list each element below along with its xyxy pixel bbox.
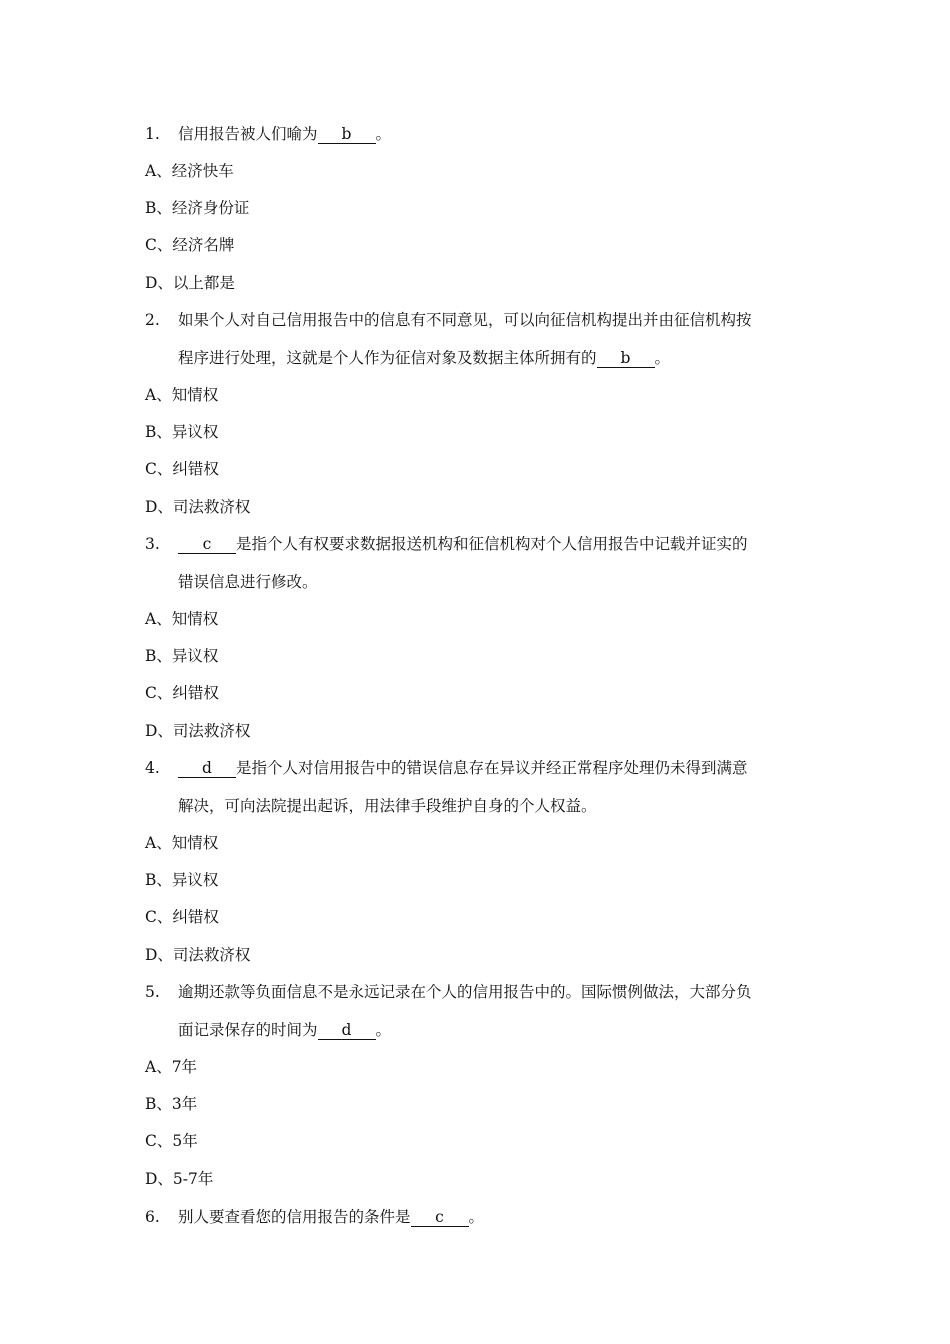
answer-blank: c	[411, 1208, 469, 1227]
option-c	[0, 680, 950, 706]
option-b	[0, 867, 950, 893]
question-tail: 。	[468, 1208, 485, 1226]
option-text: C、纠错权	[145, 460, 219, 478]
question-3	[0, 531, 950, 557]
option-text: D、司法救济权	[145, 498, 251, 516]
question-text	[178, 1204, 484, 1230]
option-d	[0, 494, 950, 520]
question-3-continuation	[0, 569, 950, 595]
option-d	[0, 718, 950, 744]
question-tail: 是指个人对信用报告中的错误信息存在异议并经正常程序处理仍未得到满意	[236, 759, 748, 777]
question-tail: 是指个人有权要求数据报送机构和征信机构对个人信用报告中记载并证实的	[236, 535, 748, 553]
option-text: D、5-7年	[145, 1170, 214, 1188]
question-tail: 。	[375, 125, 392, 143]
option-a	[0, 158, 950, 184]
option-text: A、经济快车	[145, 162, 234, 180]
option-c	[0, 904, 950, 930]
option-a	[0, 606, 950, 632]
option-b	[0, 1091, 950, 1117]
question-number: 5.	[145, 983, 160, 1001]
question-stem: 信用报告被人们喻为	[178, 125, 318, 143]
option-b	[0, 419, 950, 445]
option-text: A、知情权	[145, 834, 219, 852]
question-5	[0, 979, 950, 1005]
question-text: 如果个人对自己信用报告中的信息有不同意见，可以向征信机构提出并由征信机构按	[178, 311, 752, 329]
option-d	[0, 942, 950, 968]
question-number: 6.	[145, 1208, 160, 1226]
question-1	[0, 121, 950, 147]
option-text: D、司法救济权	[145, 722, 251, 740]
answer-blank: d	[318, 1021, 376, 1040]
option-a	[0, 382, 950, 408]
option-text: B、异议权	[145, 871, 219, 889]
question-text	[178, 1017, 391, 1043]
question-2-continuation	[0, 345, 950, 371]
answer-blank: d	[178, 759, 236, 778]
question-stem: 面记录保存的时间为	[178, 1021, 318, 1039]
option-text: C、纠错权	[145, 684, 219, 702]
option-text: C、经济名牌	[145, 236, 235, 254]
option-text: A、知情权	[145, 386, 219, 404]
question-tail: 。	[654, 349, 671, 367]
question-text	[178, 531, 748, 557]
question-4-continuation	[0, 793, 950, 819]
option-text: B、经济身份证	[145, 199, 250, 217]
option-a	[0, 1054, 950, 1080]
answer-blank: b	[318, 125, 376, 144]
option-text: D、司法救济权	[145, 946, 251, 964]
option-c	[0, 456, 950, 482]
question-number: 2.	[145, 311, 160, 329]
question-text	[178, 345, 670, 371]
option-a	[0, 830, 950, 856]
option-text: C、5年	[145, 1132, 198, 1150]
option-b	[0, 195, 950, 221]
question-2	[0, 307, 950, 333]
option-b	[0, 643, 950, 669]
answer-blank: c	[178, 535, 236, 554]
question-number: 4.	[145, 759, 160, 777]
question-text	[178, 755, 748, 781]
option-text: D、以上都是	[145, 274, 235, 292]
option-text: A、知情权	[145, 610, 219, 628]
question-text: 错误信息进行修改。	[178, 573, 318, 591]
question-tail: 。	[375, 1021, 392, 1039]
option-c	[0, 1128, 950, 1154]
option-text: B、3年	[145, 1095, 198, 1113]
question-6	[0, 1204, 950, 1230]
option-d	[0, 270, 950, 296]
option-text: A、7年	[145, 1058, 198, 1076]
question-text: 解决，可向法院提出起诉，用法律手段维护自身的个人权益。	[178, 797, 597, 815]
answer-blank: b	[597, 349, 655, 368]
question-text	[178, 121, 391, 147]
question-number: 1.	[145, 125, 160, 143]
option-text: B、异议权	[145, 423, 219, 441]
option-c	[0, 232, 950, 258]
question-number: 3.	[145, 535, 160, 553]
question-stem: 别人要查看您的信用报告的条件是	[178, 1208, 411, 1226]
question-stem: 程序进行处理，这就是个人作为征信对象及数据主体所拥有的	[178, 349, 597, 367]
option-text: B、异议权	[145, 647, 219, 665]
question-5-continuation	[0, 1017, 950, 1043]
option-d	[0, 1166, 950, 1192]
option-text: C、纠错权	[145, 908, 219, 926]
question-4	[0, 755, 950, 781]
question-text: 逾期还款等负面信息不是永远记录在个人的信用报告中的。国际惯例做法，大部分负	[178, 983, 752, 1001]
